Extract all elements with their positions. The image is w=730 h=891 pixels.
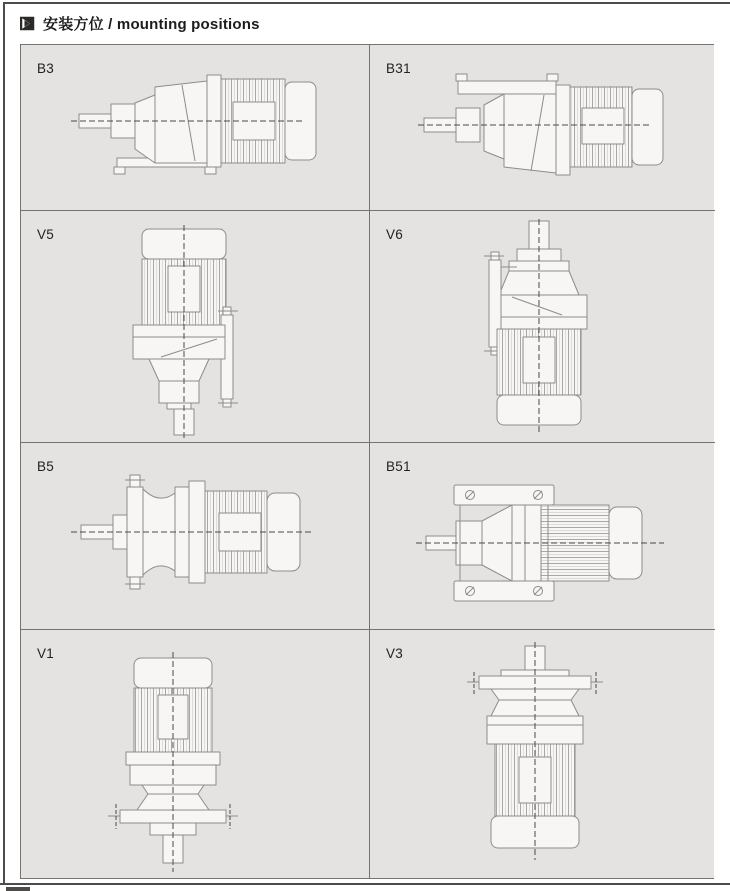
- page-bottom-rule: [0, 883, 730, 885]
- cell-label-b51: B51: [386, 459, 411, 474]
- gear-housing: [133, 325, 225, 409]
- cell-label-v6: V6: [386, 227, 404, 242]
- cell-b5: [21, 442, 369, 630]
- motor-body: [570, 87, 663, 167]
- top-mount: [456, 74, 558, 94]
- cell-label-v5: V5: [37, 227, 55, 242]
- mounting-drawing-b3: [21, 45, 369, 210]
- section-header: [20, 13, 260, 34]
- cell-label-b3: B3: [37, 61, 55, 76]
- mounting-positions-grid: [20, 44, 714, 879]
- section-title: 安装方位 / mounting positions: [43, 16, 260, 33]
- gear-housing: [491, 249, 587, 329]
- cell-v3: [369, 629, 715, 879]
- gear-housing: [484, 85, 570, 175]
- output-shaft: [529, 221, 549, 249]
- output-shaft: [174, 409, 194, 435]
- cell-v5: [21, 210, 369, 443]
- cell-label-v1: V1: [37, 646, 55, 661]
- cell-v1: [21, 629, 369, 879]
- mounting-drawing-b5: [21, 443, 369, 630]
- cell-label-v3: V3: [386, 646, 404, 661]
- mounting-drawing-b31: [370, 45, 715, 210]
- cell-label-b5: B5: [37, 459, 55, 474]
- page-footer-mark: [6, 887, 30, 891]
- cell-b3: [21, 45, 369, 210]
- cell-b51: [369, 442, 715, 630]
- mounting-drawing-b51: [370, 443, 715, 630]
- mounting-drawing-v5: [21, 211, 369, 443]
- double-chevron-right-icon: [20, 16, 35, 31]
- cell-label-b31: B31: [386, 61, 411, 76]
- mounting-drawing-v3: [370, 630, 715, 879]
- cell-b31: [369, 45, 715, 210]
- mounting-drawing-v6: [370, 211, 715, 443]
- mounting-drawing-v1: [21, 630, 369, 879]
- cell-v6: [369, 210, 715, 443]
